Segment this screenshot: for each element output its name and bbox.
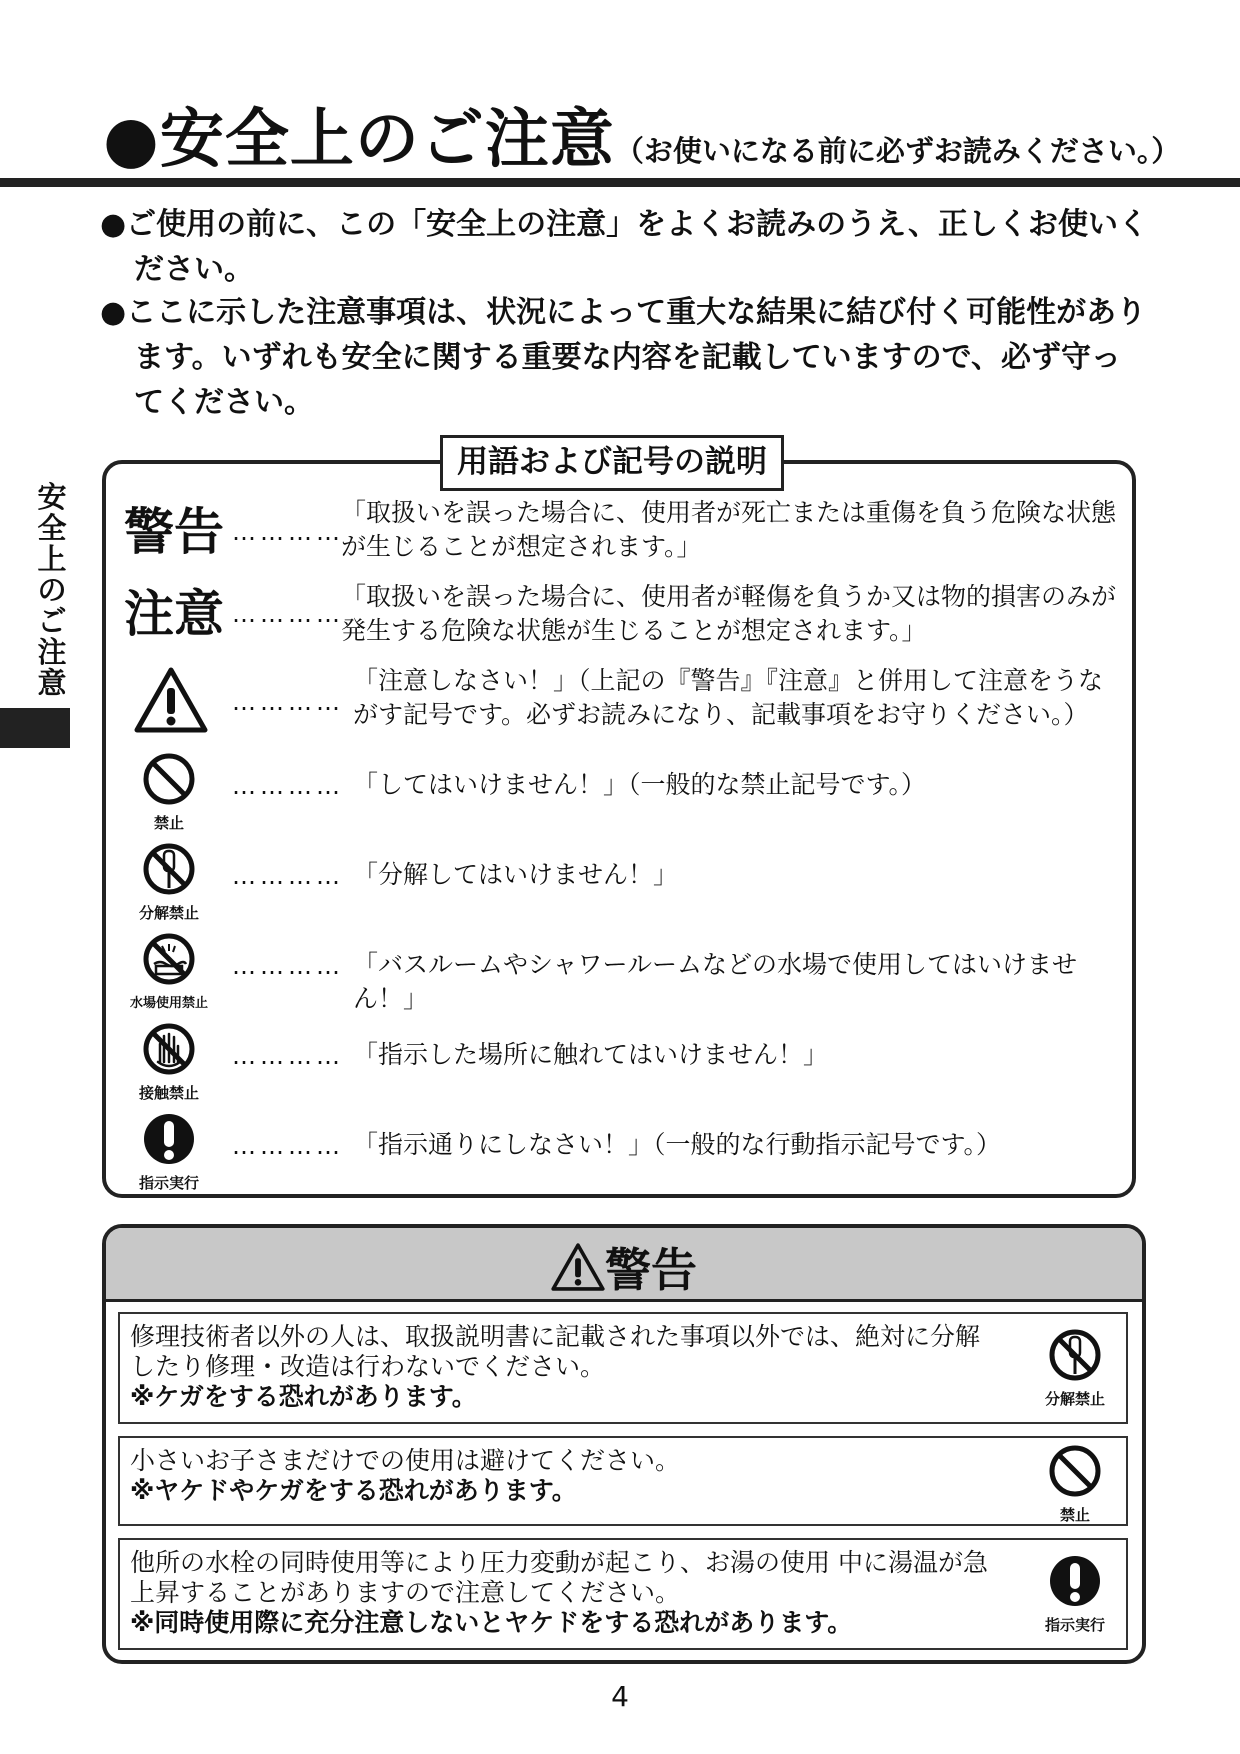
warning-item-emphasis: ※ヤケドやケガをする恐れがあります。 bbox=[130, 1476, 577, 1505]
warning-item-text: 他所の水栓の同時使用等により圧力変動が起こり、お湯の使用 中に湯温が急上昇することがありますので注意してください。 ※同時使用際に充分注意しないとヤケドをする恐れがあります。 bbox=[130, 1548, 988, 1637]
prohibited-icon bbox=[142, 752, 196, 806]
no-disassembly-icon bbox=[142, 842, 196, 896]
legend-icon-no-wet-area bbox=[126, 932, 212, 1011]
legend-desc-warning: 「取扱いを誤った場合に、使用者が死亡または重傷を負う危険な状態が生じることが想定されます。」 bbox=[341, 498, 1117, 561]
warning-title: 警告 bbox=[106, 1234, 1142, 1300]
legend-title: 用語および記号の説明 bbox=[440, 435, 784, 491]
warning-item-text: 小さいお子さまだけでの使用は避けてください。 ※ヤケドやケガをする恐れがあります。 bbox=[130, 1446, 681, 1505]
legend-icon-prohibited bbox=[126, 752, 212, 833]
leader-dots: ………… bbox=[232, 1042, 344, 1070]
warning-item-icon bbox=[1030, 1328, 1120, 1409]
legend-desc-caution: 「取扱いを誤った場合に、使用者が軽傷を負うか又は物的損害のみが発生する危険な状態が生じることが想定されます。」 bbox=[341, 582, 1117, 645]
warning-triangle-icon bbox=[134, 666, 208, 734]
title-rule bbox=[0, 178, 1240, 187]
legend-head-caution: 注意 bbox=[124, 585, 224, 643]
legend-box bbox=[102, 460, 1136, 1198]
legend-icon-no-touch bbox=[126, 1022, 212, 1103]
leader-dots: ………… bbox=[232, 952, 344, 980]
icon-caption: 水場使用禁止 bbox=[129, 996, 208, 1011]
warning-box bbox=[102, 1224, 1146, 1664]
warning-item-2 bbox=[118, 1436, 1128, 1526]
legend-desc-prohibited: 「してはいけません！」（一般的な禁止記号です。） bbox=[353, 770, 927, 799]
icon-caption: 指示実行 bbox=[1044, 1616, 1105, 1634]
leader-dots: ………… bbox=[232, 688, 344, 716]
warning-item-text: 修理技術者以外の人は、取扱説明書に記載された事項以外では、絶対に分解したり修理・改造は行わないでください。 ※ケガをする恐れがあります。 bbox=[130, 1322, 981, 1411]
title-sub: （お使いになる前に必ずお読みください。） bbox=[614, 134, 1181, 168]
icon-caption: 禁止 bbox=[153, 814, 184, 832]
page-number: 4 bbox=[611, 1680, 629, 1713]
legend-icon-no-disassembly bbox=[126, 842, 212, 923]
no-touch-icon bbox=[142, 1022, 196, 1076]
legend-head-warning: 警告 bbox=[124, 503, 224, 561]
legend-icon-triangle bbox=[128, 666, 214, 738]
title-main: ●安全上のご注意 bbox=[103, 103, 615, 177]
warning-item-3 bbox=[118, 1538, 1128, 1650]
mandatory-action-icon bbox=[142, 1112, 196, 1166]
legend-desc-no-touch: 「指示した場所に触れてはいけません！」 bbox=[353, 1040, 829, 1069]
legend-icon-mandatory bbox=[126, 1112, 212, 1193]
icon-caption: 接触禁止 bbox=[138, 1084, 199, 1102]
warning-triangle-icon bbox=[551, 1242, 605, 1292]
side-tab-label: 安全上のご注意 bbox=[37, 480, 67, 700]
warning-item-emphasis: ※同時使用際に充分注意しないとヤケドをする恐れがあります。 bbox=[130, 1608, 853, 1637]
legend-desc-no-wet-area: 「バスルームやシャワールームなどの水場で使用してはいけません！」 bbox=[353, 950, 1078, 1013]
mandatory-action-icon bbox=[1048, 1554, 1102, 1608]
intro-bullet-1: ●ご使用の前に、この「安全上の注意」をよくお読みのうえ、正しくお使いください。 bbox=[100, 207, 1148, 287]
side-tab-marker bbox=[0, 708, 70, 748]
icon-caption: 禁止 bbox=[1059, 1506, 1090, 1524]
intro-bullet-2: ●ここに示した注意事項は、状況によって重大な結果に結び付く可能性があります。いずれも安全に関する重要な内容を記載していますので、必ず守ってください。 bbox=[100, 295, 1147, 420]
legend-desc-attention: 「注意しなさい！」（上記の『警告』『注意』と併用して注意をうながす記号です。必ずお読みになり、記載事項をお守りください。） bbox=[353, 666, 1104, 729]
leader-dots: ………… bbox=[232, 518, 344, 546]
leader-dots: ………… bbox=[232, 1132, 344, 1160]
legend-desc-no-disassembly: 「分解してはいけません！」 bbox=[353, 860, 679, 889]
prohibited-icon bbox=[1048, 1444, 1102, 1498]
leader-dots: ………… bbox=[232, 862, 344, 890]
warning-item-icon bbox=[1030, 1444, 1120, 1525]
icon-caption: 分解禁止 bbox=[138, 904, 199, 922]
leader-dots: ………… bbox=[232, 600, 344, 628]
no-wet-area-icon bbox=[142, 932, 196, 986]
warning-item-1 bbox=[118, 1312, 1128, 1424]
warning-item-emphasis: ※ケガをする恐れがあります。 bbox=[130, 1382, 477, 1411]
no-disassembly-icon bbox=[1048, 1328, 1102, 1382]
icon-caption: 分解禁止 bbox=[1044, 1390, 1105, 1408]
leader-dots: ………… bbox=[232, 772, 344, 800]
legend-desc-mandatory: 「指示通りにしなさい！」（一般的な行動指示記号です。） bbox=[353, 1130, 1002, 1159]
warning-header bbox=[106, 1228, 1142, 1302]
icon-caption: 指示実行 bbox=[138, 1174, 199, 1192]
page-title bbox=[103, 88, 1180, 180]
warning-item-icon bbox=[1030, 1554, 1120, 1635]
